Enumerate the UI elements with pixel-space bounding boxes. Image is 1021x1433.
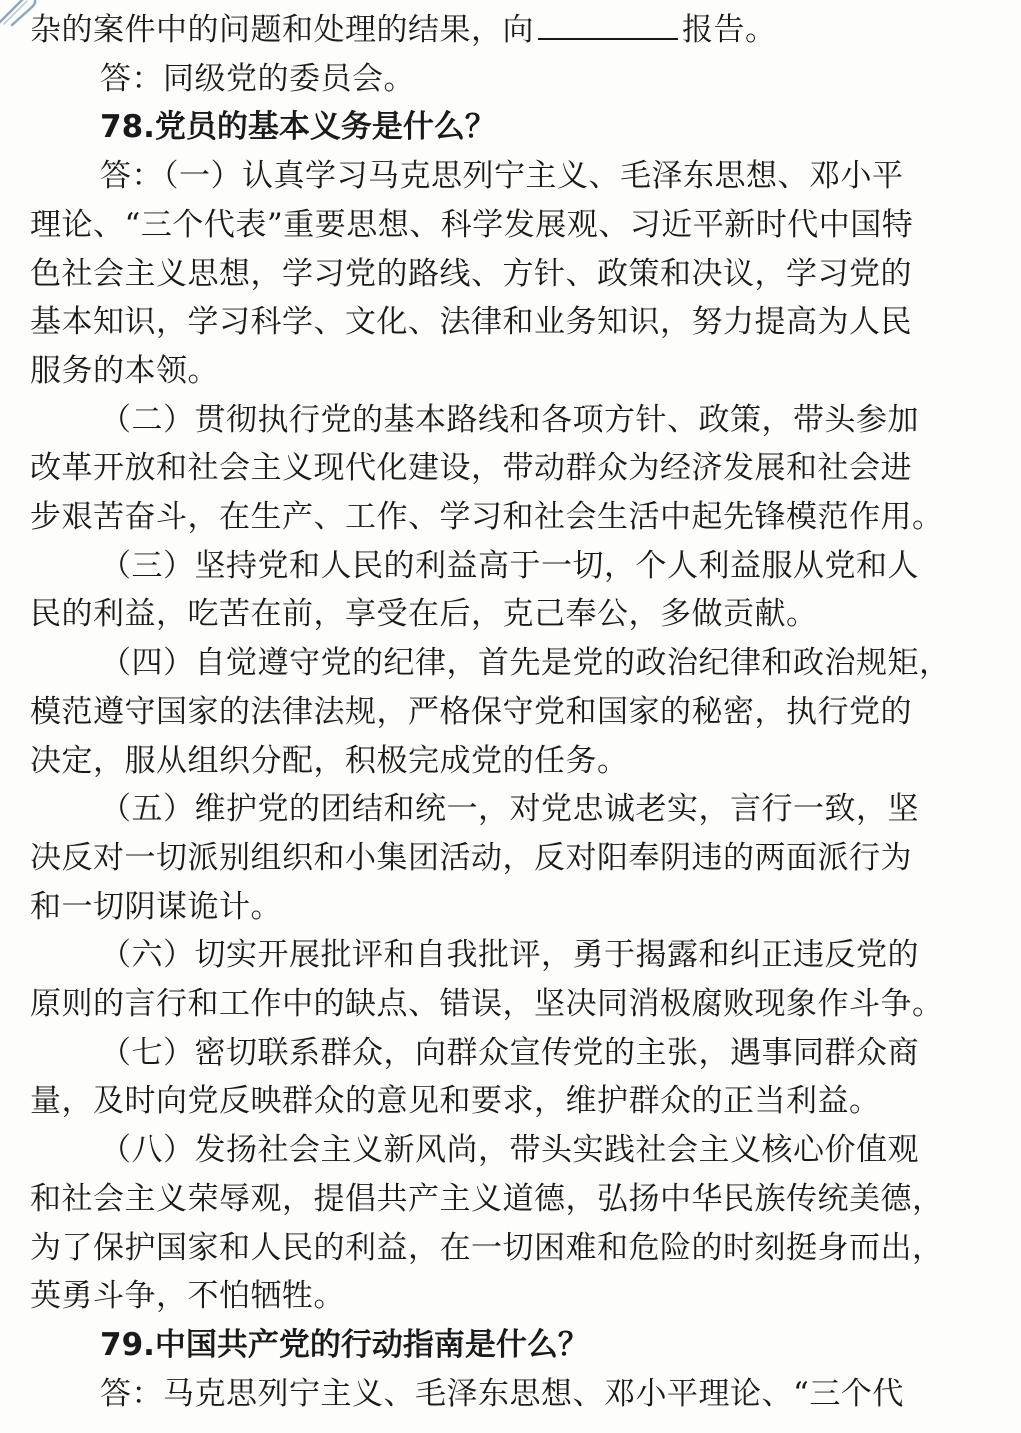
answer-line: 改革开放和社会主义现代化建设，带动群众为经济发展和社会进 <box>30 450 912 487</box>
answer-line: （八）发扬社会主义新风尚，带头实践社会主义核心价值观 <box>100 1132 919 1169</box>
answer-line: 民的利益，吃苦在前，享受在后，克己奉公，多做贡献。 <box>30 596 818 633</box>
answer-line: 决反对一切派别组织和小集团活动，反对阳奉阴违的两面派行为 <box>30 839 912 876</box>
answer-line: 量，及时向党反映群众的意见和要求，维护群众的正当利益。 <box>30 1083 881 1120</box>
answer-line: （六）切实开展批评和自我批评，勇于揭露和纠正违反党的 <box>100 937 919 974</box>
answer-line: 答：马克思列宁主义、毛泽东思想、邓小平理论、“三个代 <box>100 1375 904 1412</box>
answer-line: （三）坚持党和人民的利益高于一切，个人利益服从党和人 <box>100 547 919 584</box>
answer-line: 为了保护国家和人民的利益，在一切困难和危险的时刻挺身而出， <box>30 1229 944 1266</box>
answer-line: 答：同级党的委员会。 <box>100 60 415 97</box>
answer-line: 和社会主义荣辱观，提倡共产主义道德，弘扬中华民族传统美德， <box>30 1180 944 1217</box>
answer-line: 色社会主义思想，学习党的路线、方针、政策和决议，学习党的 <box>30 255 912 292</box>
answer-line: 模范遵守国家的法律法规，严格保守党和国家的秘密，执行党的 <box>30 693 912 730</box>
answer-line: 基本知识，学习科学、文化、法律和业务知识，努力提高为人民 <box>30 304 912 341</box>
fill-in-blank <box>538 10 678 40</box>
text-line-0 <box>0 6 1021 55</box>
answer-line: 决定，服从组织分配，积极完成党的任务。 <box>30 742 629 779</box>
line-0-text: 杂的案件中的问题和处理的结果，向 <box>30 12 534 48</box>
answer-line: 英勇斗争，不怕牺牲。 <box>30 1278 345 1315</box>
answer-line: （五）维护党的团结和统一，对党忠诚老实，言行一致，坚 <box>100 791 919 828</box>
answer-line: 答：（一）认真学习马克思列宁主义、毛泽东思想、邓小平 <box>100 158 904 195</box>
answer-line: （四）自觉遵守党的纪律，首先是党的政治纪律和政治规矩， <box>100 645 951 682</box>
line-0-suffix: 报告。 <box>682 12 777 48</box>
question-79-title: 79.中国共产党的行动指南是什么？ <box>100 1326 589 1363</box>
answer-line: 原则的言行和工作中的缺点、错误，坚决同消极腐败现象作斗争。 <box>30 986 944 1022</box>
answer-line: 步艰苦奋斗，在生产、工作、学习和社会生活中起先锋模范作用。 <box>30 499 944 535</box>
answer-line: 理论、“三个代表”重要思想、科学发展观、习近平新时代中国特 <box>30 206 914 243</box>
answer-line: （二）贯彻执行党的基本路线和各项方针、政策，带头参加 <box>100 401 919 438</box>
answer-line: （七）密切联系群众，向群众宣传党的主张，遇事同群众商 <box>100 1034 919 1071</box>
answer-line: 和一切阴谋诡计。 <box>30 888 282 925</box>
answer-line: 服务的本领。 <box>30 352 219 389</box>
question-78-title: 78.党员的基本义务是什么？ <box>100 109 496 146</box>
